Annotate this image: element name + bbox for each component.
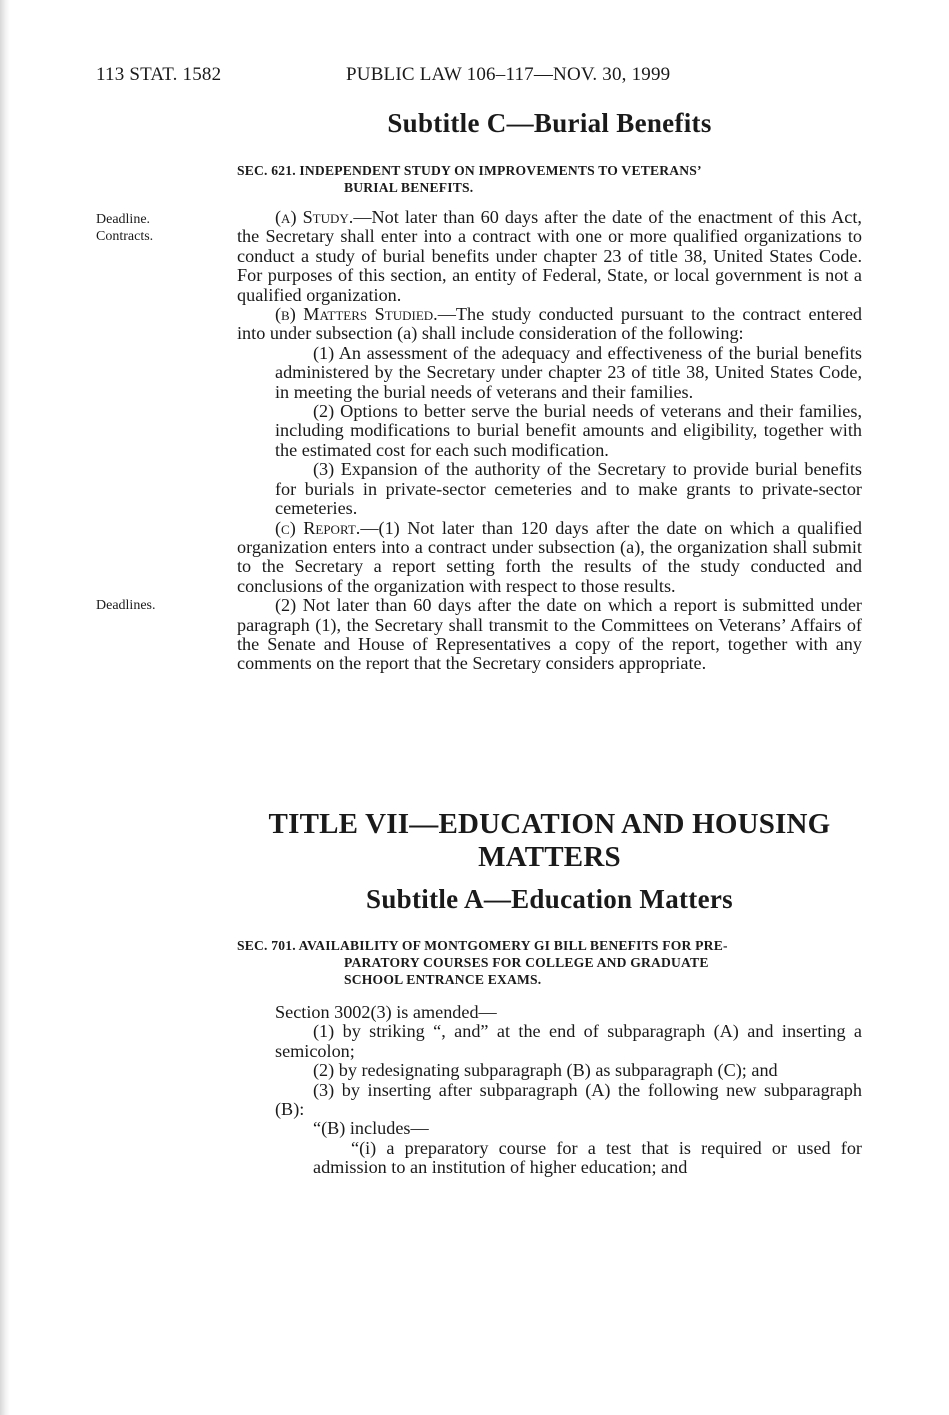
paragraph-b3: (3) Expansion of the authority of the Secretary to provide burial benefits for burials in private-sector cemeteries and to make grants to private-sector cemeteries. xyxy=(275,459,862,519)
subsection-a xyxy=(237,208,862,305)
title-vii-line1: TITLE VII—EDUCATION AND HOUSING xyxy=(268,808,831,840)
sec-701-item3: (3) by inserting after subparagraph (A) the following new subparagraph (B): xyxy=(275,1079,862,1120)
sec-621-body xyxy=(237,208,862,674)
paragraph-b1: (1) An assessment of the adequacy and effectiveness of the burial benefits administered by the Secretary under chapter 23 of title 38, United States Code, in meeting the burial needs of veterans and their families. xyxy=(275,342,862,402)
sec-621-heading-line2: BURIAL BENEFITS. xyxy=(344,180,474,195)
public-law-citation: PUBLIC LAW 106–117—NOV. 30, 1999 xyxy=(346,64,671,85)
sec-701-intro: Section 3002(3) is amended— xyxy=(275,1002,497,1022)
sec-621-heading-line1: SEC. 621. INDEPENDENT STUDY ON IMPROVEMENTS TO VETERANS’ xyxy=(237,163,702,178)
stat-citation: 113 STAT. 1582 xyxy=(96,64,222,85)
subsection-b xyxy=(237,305,862,344)
page-scan-edge xyxy=(0,0,10,1415)
sec-621-heading xyxy=(237,162,862,196)
margin-note-deadlines: Deadlines. xyxy=(96,598,156,613)
quoted-subparagraph-b: “(B) includes— xyxy=(313,1118,429,1139)
sec-701-heading xyxy=(237,937,862,988)
sec-701-item2: (2) by redesignating subparagraph (B) as subparagraph (C); and xyxy=(313,1060,778,1081)
subsection-c xyxy=(237,519,862,597)
sec-701-body xyxy=(237,1003,862,1178)
subsection-a-text: —Not later than 60 days after the date of the enactment of this Act, the Secretary shall enter into a contract with one or more qualified organizations to conduct a study of burial benefits under chapter 23 of title 38, United States Code. For purposes of this section, an entity of Federal, State, or local government is not a qualified organization. xyxy=(237,207,862,305)
subsection-b-text: —The study conducted pursuant to the contract entered into under subsection (a) shall include consideration of the following: xyxy=(237,304,862,344)
subtitle-a-heading: Subtitle A—Education Matters xyxy=(366,884,733,914)
sec-701-heading-line2: PARATORY COURSES FOR COLLEGE AND GRADUATE xyxy=(344,955,709,970)
quoted-clause-i: “(i) a preparatory course for a test that is required or used for admission to an institution of higher education; and xyxy=(313,1137,862,1178)
sec-701-heading-line1: SEC. 701. AVAILABILITY OF MONTGOMERY GI BILL BENEFITS FOR PRE- xyxy=(237,938,728,953)
margin-note-contracts: Contracts. xyxy=(96,229,154,244)
paragraph-b2: (2) Options to better serve the burial needs of veterans and their families, including modifications to burial benefit amounts and eligibility, together with the estimated cost for each such modification. xyxy=(275,401,862,460)
subsection-a-label: (a) Study. xyxy=(275,207,354,227)
subsection-c-text: —(1) Not later than 120 days after the date on which a qualified organization enters into a contract under subsection (a), the organization shall submit to the Secretary a report setting forth the results of the study conducted and conclusions of the organization with respect to those results. xyxy=(237,517,862,596)
subtitle-c-heading: Subtitle C—Burial Benefits xyxy=(387,108,712,138)
sec-701-item1: (1) by striking “, and” at the end of subparagraph (A) and inserting a semicolon; xyxy=(275,1021,862,1061)
title-vii-line2: MATTERS xyxy=(478,841,621,873)
paragraph-c2: (2) Not later than 60 days after the date on which a report is submitted under paragraph (1), the Secretary shall transmit to the Committees on Veterans’ Affairs of the Senate and House of Representatives a copy of the report, together with any comments on the report that the Secretary considers appropriate. xyxy=(237,595,862,674)
margin-note-deadline: Deadline. xyxy=(96,212,151,227)
sec-701-heading-line3: SCHOOL ENTRANCE EXAMS. xyxy=(344,972,542,987)
title-vii-heading xyxy=(237,808,862,874)
margin-note-deadline-contracts xyxy=(96,211,153,245)
subsection-c-label: (c) Report. xyxy=(275,517,361,538)
subsection-b-label: (b) Matters Studied. xyxy=(275,304,438,325)
